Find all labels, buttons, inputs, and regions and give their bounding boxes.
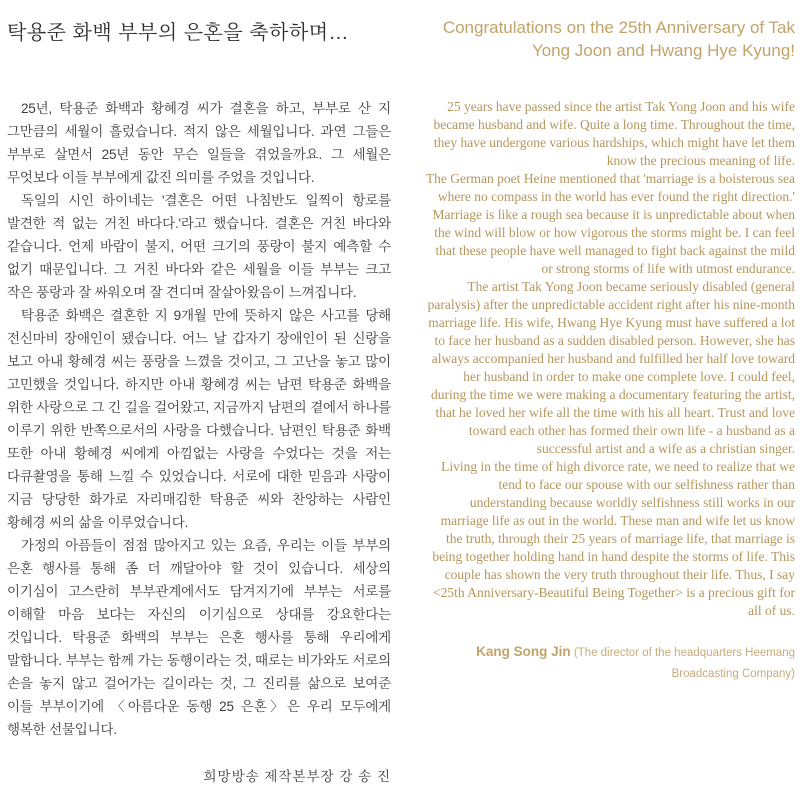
korean-paragraph-3: 탁용준 화백은 결혼한 지 9개월 만에 뜻하지 않은 사고를 당해 전신마비 장애인이 됐습니다. 어느 날 갑자기 장애인이 된 신랑을 보고 아내 황혜경 씨는 풍랑을 느꼈을 것이고, 그 고난을 놓고 많이 고민했을 것입니다. 하지만 아내 황혜경 씨는 남편 탁용준 화백을 위한 사랑으로 그 긴 길을 걸어왔고, 지금까지 남편의 곁에서 하나를 이루기 위한 반쪽으로서의 사랑을 다했습니다. 남편인 탁용준 화백 또한 아내 황혜경 씨에게 아낌없는 사랑을 수었다는 것을 저는 다큐촬영을 통해 느낄 수 있었습니다. 서로에 대한 믿음과 사랑이 지금 당당한 화가로 자리매김한 탁용준 씨와 찬앙하는 사람인 황혜경 씨의 삶을 이루었습니다. xyxy=(7,308,391,530)
english-column xyxy=(425,16,795,684)
english-title: Congratulations on the 25th Anniversary of Tak Yong Joon and Hwang Hye Kyung! xyxy=(442,18,795,60)
english-body xyxy=(425,98,795,620)
english-signature-name: Kang Song Jin xyxy=(476,644,571,659)
korean-paragraph-4: 가정의 아픔들이 점점 많아지고 있는 요즘, 우리는 이들 부부의 은혼 행사를 통해 좀 더 깨달아야 할 것이 있습니다. 세상의 이기심이 고스란히 부부관계에서도 담겨지기에 부부는 서로를 이해할 마음 보다는 자신의 이기심으로 상대를 강요한다는 것입니다. 탁용준 화백의 부부는 은혼 행사를 통해 우리에게 말합니다. 부부는 함께 가는 동행이라는 것, 때로는 비가와도 서로의 손을 놓지 않고 걸어가는 길이라는 것, 그 진리를 삶으로 보여준 이들 부부이기에 〈아름다운 동행 25 은혼〉은 우리 모두에게 행복한 선물입니다. xyxy=(7,538,391,737)
english-paragraph-1: 25 years have passed since the artist Tak Yong Joon and his wife became husband and wife. Quite a long time. Throughout the time, they have undergone various hardships, which might have let them know the precious meaning of life. xyxy=(433,99,795,168)
english-paragraph-3: The artist Tak Yong Joon became seriously disabled (general paralysis) after the unpredictable accident right after his nine-month marriage life. His wife, Hwang Hye Kyung must have suffered a lot to face her husband as a sudden disabled person. However, she has always accompanied her husband and fulfilled her half love toward her husband in order to make one complete love. I could feel, during the time we were making a documentary featuring the artist, that he loved her wife all the time with his all heart. Trust and love toward each other has formed their own life - a husband as a successful artist and a wife as a christian singer. xyxy=(427,279,795,456)
korean-paragraph-2: 독일의 시인 하이네는 '결혼은 어떤 나침반도 일찍이 항로를 발견한 적 없는 거친 바다다.'라고 했습니다. 결혼은 거친 바다와 같습니다. 언제 바람이 불지, 어떤 크기의 풍랑이 불지 예측할 수 없기 때문입니다. 그 거친 바다와 같은 세월을 이들 부부는 크고 작은 풍랑과 잘 싸워오며 잘 견디며 잘살아왔음이 느껴집니다. xyxy=(7,193,391,300)
english-paragraph-2: The German poet Heine mentioned that 'marriage is a boisterous sea where no compass in the world has ever found the right direction.' Marriage is like a rough sea because it is unpredictable about when the wind will blow or how vigorous the storms might be. I can feel that these people have well managed to fight back against the mild or strong storms of life with utmost endurance. xyxy=(425,171,795,276)
korean-column xyxy=(7,16,391,785)
english-paragraph-4: Living in the time of high divorce rate, we need to realize that we tend to face our spouse with our selfishness rather than understanding because worldly selfishness still works in our marriage life as out in the world. These man and wife let us know the truth, through their 25 years of marriage life, that marriage is being together holding hand in hand despite the storms of life. This couple has shown the very truth throughout their life. Thus, I say <25th Anniversary-Beautiful Being Together> is a precious gift for all of us. xyxy=(432,459,795,618)
korean-body xyxy=(7,97,391,741)
english-signature xyxy=(425,642,795,684)
korean-title: 탁용준 화백 부부의 은혼을 축하하며… xyxy=(7,22,350,44)
korean-signature: 희망방송 제작본부장 강 송 진 xyxy=(203,769,391,784)
korean-paragraph-1: 25년, 탁용준 화백과 황혜경 씨가 결혼을 하고, 부부로 산 지 그만큼의 세월이 흘렀습니다. 적지 않은 세월입니다. 과연 그들은 부부로 살면서 25년 동안 무슨 일들을 겪었을까요. 그 세월은 무엇보다 이들 부부에게 값진 의미를 주었을 것입니다. xyxy=(7,101,391,185)
english-signature-role: (The director of the headquarters Heemang Broadcasting Company) xyxy=(570,647,795,680)
